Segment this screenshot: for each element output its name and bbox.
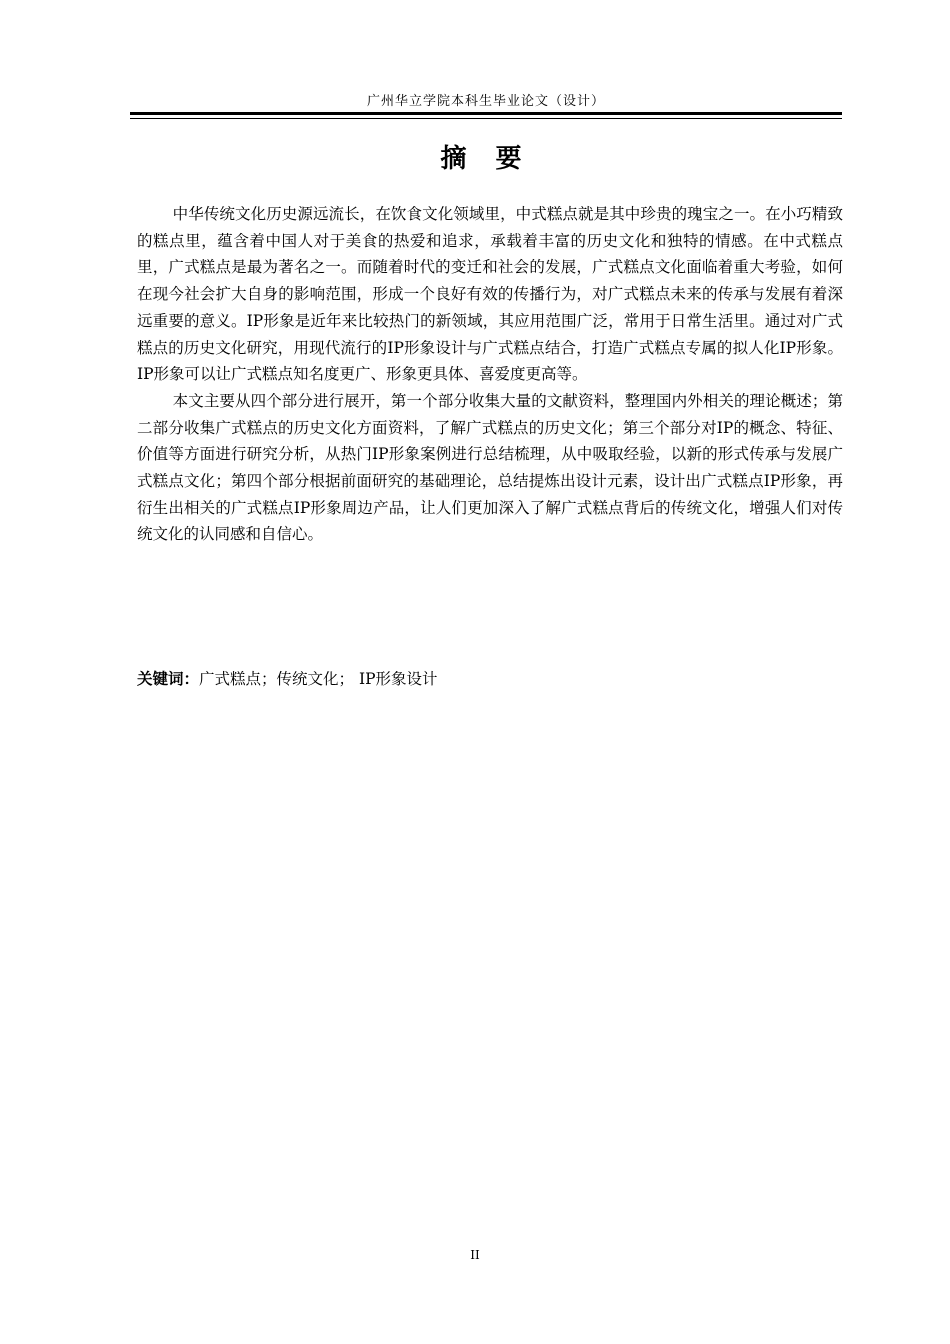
abstract-paragraph-2: 本文主要从四个部分进行展开，第一个部分收集大量的文献资料，整理国内外相关的理论概述；第二部分收集广式糕点的历史文化方面资料，了解广式糕点的历史文化；第三个部分对IP的概念、特征、价值等方面进行研究分析，从热门IP形象案例进行总结梳理，从中吸取经验，以新的形式传承与发展广式糕点文化；第四个部分根据前面研究的基础理论，总结提炼出设计元素，设计出广式糕点IP形象，再衍生出相关的广式糕点IP形象周边产品，让人们更加深入了解广式糕点背后的传统文化，增强人们对传统文化的认同感和自信心。 [137, 391, 843, 544]
abstract-paragraph-1: 中华传统文化历史源远流长，在饮食文化领域里，中式糕点就是其中珍贵的瑰宝之一。在小巧精致的糕点里，蕴含着中国人对于美食的热爱和追求，承载着丰富的历史文化和独特的情感。在中式糕点里，广式糕点是最为著名之一。而随着时代的变迁和社会的发展，广式糕点文化面临着重大考验，如何在现今社会扩大自身的影响范围，形成一个良好有效的传播行为，对广式糕点未来的传承与发展有着深远重要的意义。IP形象是近年来比较热门的新领域，其应用范围广泛，常用于日常生活里。通过对广式糕点的历史文化研究，用现代流行的IP形象设计与广式糕点结合，打造广式糕点专属的拟人化IP形象。IP形象可以让广式糕点知名度更广、形象更具体、喜爱度更高等。 [137, 205, 843, 384]
header-rule-thick [130, 112, 842, 115]
running-header: 广州华立学院本科生毕业论文（设计） [366, 94, 605, 109]
keywords-label: 关键词： [137, 670, 200, 688]
abstract-body [137, 201, 843, 548]
keywords-list: 广式糕点；传统文化； IP形象设计 [199, 670, 438, 688]
header-rule-thin [130, 118, 842, 119]
page-number: II [470, 1248, 480, 1262]
abstract-title: 摘 要 [440, 144, 532, 174]
keywords-line [137, 666, 843, 692]
